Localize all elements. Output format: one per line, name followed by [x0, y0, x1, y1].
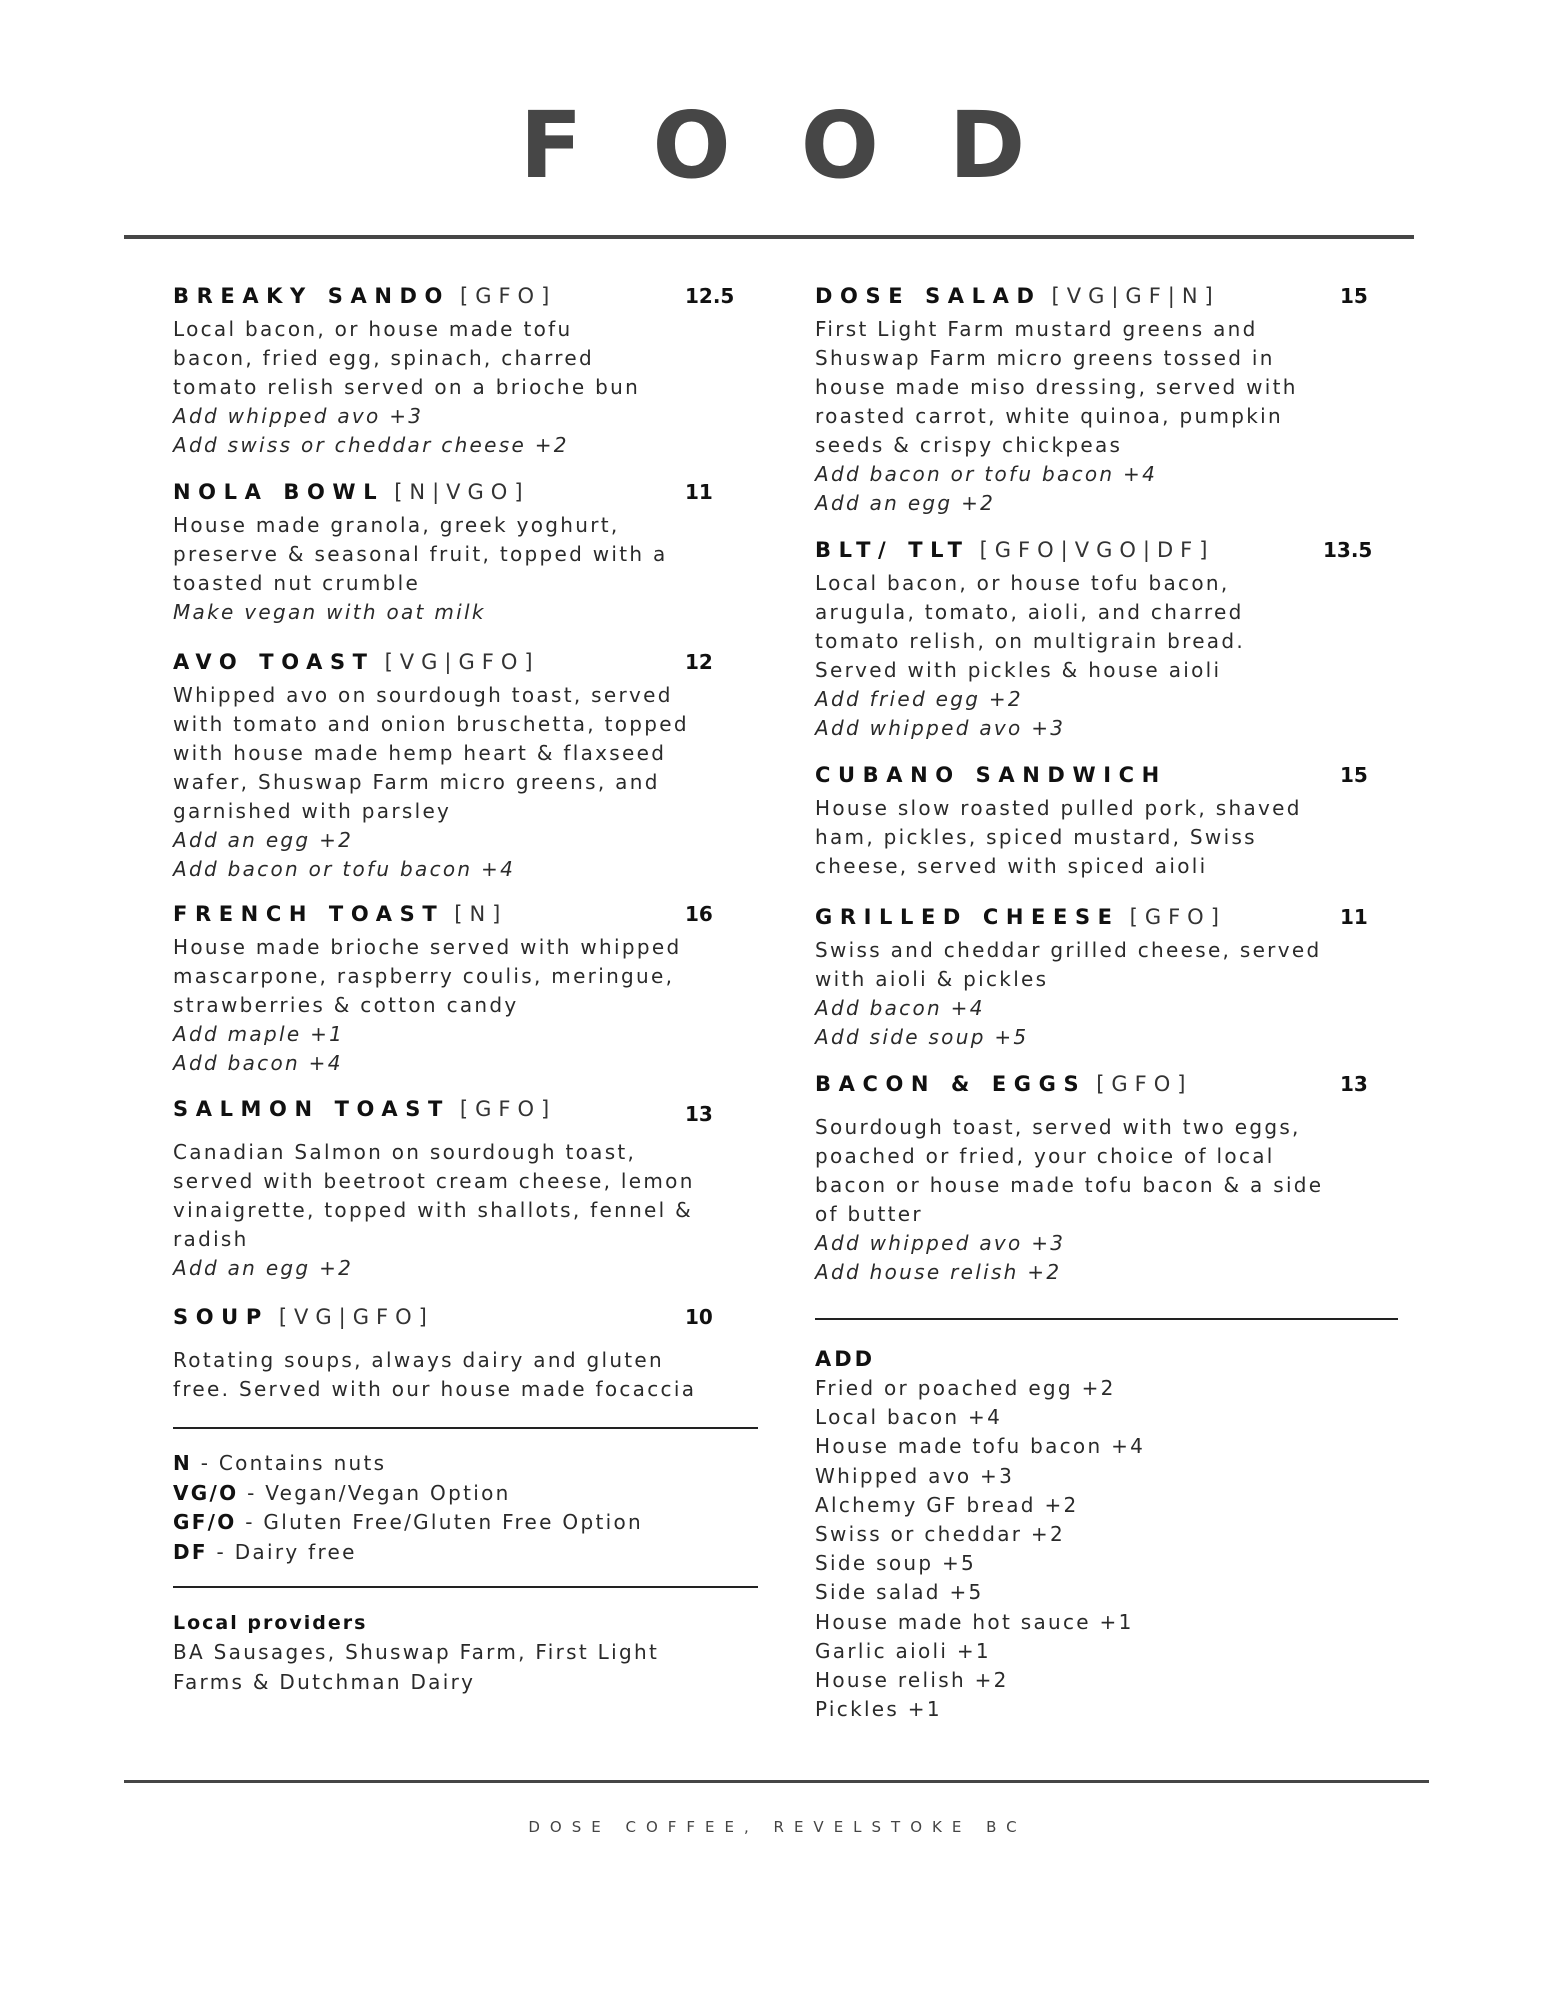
menu-item-tags: [N]: [454, 902, 508, 926]
menu-item-description: seeds & crispy chickpeas: [815, 433, 1123, 457]
menu-item-description: wafer, Shuswap Farm micro greens, and: [173, 770, 660, 794]
menu-item-description: poached or fried, your choice of local: [815, 1144, 1275, 1168]
menu-item: [173, 902, 713, 1078]
menu-item-name: SOUP [VG|GFO]: [173, 1305, 434, 1329]
menu-item-name: CUBANO SANDWICH: [815, 763, 1167, 787]
add-on-item: Local bacon +4: [815, 1405, 1003, 1430]
menu-item-body: [815, 1113, 1323, 1287]
menu-item-addon: Add bacon +4: [815, 996, 985, 1020]
legend-row: GF/O - Gluten Free/Gluten Free Option: [173, 1510, 643, 1534]
menu-item-description: garnished with parsley: [173, 799, 452, 823]
add-divider: [815, 1318, 1398, 1320]
menu-item-tags: [GFO]: [460, 284, 557, 308]
menu-item-addon: Add fried egg +2: [815, 687, 1023, 711]
menu-item-description: House slow roasted pulled pork, shaved: [815, 796, 1302, 820]
menu-item-price: 12.5: [685, 284, 735, 308]
menu-item-description: with tomato and onion bruschetta, topped: [173, 712, 689, 736]
menu-item-header: [173, 480, 713, 510]
menu-item-name: NOLA BOWL [N|VGO]: [173, 480, 530, 504]
menu-item-name: DOSE SALAD [VG|GF|N]: [815, 284, 1220, 308]
menu-item-description: mascarpone, raspberry coulis, meringue,: [173, 964, 675, 988]
menu-item-body: [173, 1346, 696, 1404]
legend-divider-bottom: [173, 1586, 758, 1588]
menu-item-body: [815, 569, 1245, 743]
add-on-item: Side soup +5: [815, 1551, 977, 1576]
menu-item-name: SALMON TOAST [GFO]: [173, 1097, 557, 1121]
menu-item-description: tomato relish served on a brioche bun: [173, 375, 641, 399]
menu-item-header: [173, 1305, 713, 1335]
menu-item-tags: [GFO]: [1129, 905, 1226, 929]
add-on-item: House relish +2: [815, 1668, 1009, 1693]
menu-item-name: GRILLED CHEESE [GFO]: [815, 905, 1226, 929]
menu-item-description: radish: [173, 1227, 249, 1251]
menu-item-description: First Light Farm mustard greens and: [815, 317, 1258, 341]
menu-item: [173, 650, 713, 884]
add-on-item: Alchemy GF bread +2: [815, 1492, 1079, 1517]
menu-item-description: toasted nut crumble: [173, 571, 421, 595]
menu-item-body: [815, 936, 1321, 1052]
menu-item-header: [815, 905, 1368, 935]
menu-item-description: with house made hemp heart & flaxseed: [173, 741, 667, 765]
menu-item-addon: Add whipped avo +3: [173, 404, 424, 428]
add-on-item: House made tofu bacon +4: [815, 1434, 1146, 1459]
header-divider: [124, 235, 1414, 239]
menu-item-price: 13: [1340, 1072, 1368, 1096]
menu-item-description: ham, pickles, spiced mustard, Swiss: [815, 825, 1257, 849]
menu-item-addon: Add bacon +4: [173, 1051, 343, 1075]
footer-text: DOSE COFFEE, REVELSTOKE BC: [528, 1818, 1027, 1836]
menu-item-body: [173, 681, 689, 884]
menu-item-addon: Add maple +1: [173, 1022, 345, 1046]
menu-item-addon: Add an egg +2: [173, 1256, 354, 1280]
menu-item-price: 13.5: [1323, 538, 1373, 562]
menu-item-addon: Add an egg +2: [815, 491, 996, 515]
menu-item-description: preserve & seasonal fruit, topped with a: [173, 542, 668, 566]
menu-item-name: AVO TOAST [VG|GFO]: [173, 650, 540, 674]
menu-item-description: roasted carrot, white quinoa, pumpkin: [815, 404, 1283, 428]
legend-row: VG/O - Vegan/Vegan Option: [173, 1480, 511, 1505]
menu-item-name: BLT/ TLT [GFO|VGO|DF]: [815, 538, 1215, 562]
menu-item: [173, 1097, 713, 1283]
footer-divider: [124, 1780, 1429, 1783]
menu-item-body: [173, 315, 640, 460]
menu-item: [173, 284, 735, 460]
menu-item-header: [815, 763, 1368, 793]
menu-item: [815, 538, 1373, 743]
menu-item: [815, 284, 1368, 518]
menu-item-header: [815, 284, 1368, 314]
menu-item-tags: [GFO|VGO|DF]: [979, 538, 1215, 562]
menu-item-name: BACON & EGGS [GFO]: [815, 1072, 1193, 1096]
menu-item-price: 11: [685, 480, 713, 504]
menu-item-description: served with beetroot cream cheese, lemon: [173, 1169, 695, 1193]
menu-item-tags: [N|VGO]: [394, 480, 530, 504]
dietary-legend: [173, 1449, 643, 1567]
menu-item-body: [173, 511, 668, 627]
menu-item-price: 15: [1340, 284, 1368, 308]
menu-item: [173, 480, 713, 627]
add-ons-title: ADD: [815, 1347, 876, 1371]
add-on-item: Side salad +5: [815, 1580, 984, 1605]
menu-item-description: Sourdough toast, served with two eggs,: [815, 1115, 1301, 1139]
menu-item-body: [173, 1138, 695, 1283]
menu-item-description: free. Served with our house made focaccia: [173, 1377, 697, 1401]
add-on-item: Fried or poached egg +2: [815, 1376, 1116, 1400]
menu-item-description: House made brioche served with whipped: [173, 935, 682, 959]
menu-item-description: Swiss and cheddar grilled cheese, served: [815, 938, 1322, 962]
menu-item-price: 16: [685, 902, 713, 926]
menu-item-header: [173, 1097, 713, 1127]
menu-item-tags: [VG|GFO]: [384, 650, 540, 674]
add-ons-section: [815, 1344, 1145, 1724]
menu-item: [815, 905, 1368, 1052]
menu-item-addon: Add whipped avo +3: [815, 716, 1066, 740]
menu-item-addon: Make vegan with oat milk: [173, 600, 486, 624]
menu-item-name: FRENCH TOAST [N]: [173, 902, 508, 926]
menu-item-description: House made granola, greek yoghurt,: [173, 513, 620, 537]
menu-item-body: [815, 315, 1298, 518]
menu-item: [173, 1305, 713, 1404]
menu-item: [815, 763, 1368, 881]
menu-item-description: Served with pickles & house aioli: [815, 658, 1222, 682]
menu-item-description: arugula, tomato, aioli, and charred: [815, 600, 1244, 624]
menu-item-header: [173, 902, 713, 932]
menu-item-tags: [VG|GF|N]: [1051, 284, 1220, 308]
add-on-item: Whipped avo +3: [815, 1463, 1015, 1488]
add-on-item: Garlic aioli +1: [815, 1638, 991, 1663]
menu-item-price: 12: [685, 650, 713, 674]
menu-item-header: [173, 650, 713, 680]
menu-item-description: Rotating soups, always dairy and gluten: [173, 1348, 665, 1372]
menu-item-description: tomato relish, on multigrain bread.: [815, 629, 1246, 653]
menu-item-tags: [GFO]: [1096, 1072, 1193, 1096]
providers-line: BA Sausages, Shuswap Farm, First Light: [173, 1640, 660, 1664]
legend-row: DF - Dairy free: [173, 1539, 357, 1564]
add-on-item: House made hot sauce +1: [815, 1609, 1134, 1634]
menu-item-description: strawberries & cotton candy: [173, 993, 519, 1017]
legend-row: N - Contains nuts: [173, 1451, 387, 1475]
menu-item-header: [173, 284, 735, 314]
menu-item-body: [173, 933, 681, 1078]
menu-item-addon: Add side soup +5: [815, 1025, 1029, 1049]
menu-item-description: with aioli & pickles: [815, 967, 1049, 991]
menu-item-description: bacon, fried egg, spinach, charred: [173, 346, 594, 370]
menu-item: [815, 1072, 1368, 1287]
menu-item-tags: [GFO]: [459, 1097, 557, 1121]
legend-divider-top: [173, 1427, 758, 1429]
menu-item-description: house made miso dressing, served with: [815, 375, 1298, 399]
menu-item-body: [815, 794, 1302, 881]
menu-item-addon: Add bacon or tofu bacon +4: [815, 462, 1158, 486]
menu-item-description: vinaigrette, topped with shallots, fennel &: [173, 1198, 694, 1222]
add-on-item: Swiss or cheddar +2: [815, 1522, 1066, 1547]
menu-item-description: Local bacon, or house tofu bacon,: [815, 571, 1230, 595]
menu-item-description: Shuswap Farm micro greens tossed in: [815, 346, 1275, 370]
menu-item-header: [815, 538, 1373, 568]
menu-item-addon: Add swiss or cheddar cheese +2: [173, 433, 569, 457]
menu-item-price: 11: [1340, 905, 1368, 929]
menu-item-description: cheese, served with spiced aioli: [815, 854, 1208, 878]
local-providers: [173, 1609, 659, 1697]
menu-item-addon: Add bacon or tofu bacon +4: [173, 857, 516, 881]
add-ons-list: [815, 1374, 1145, 1724]
menu-item-addon: Add house relish +2: [815, 1260, 1062, 1284]
menu-item-price: 13: [685, 1102, 713, 1126]
menu-item-addon: Add an egg +2: [173, 828, 354, 852]
menu-item-price: 10: [685, 1305, 713, 1329]
menu-item-addon: Add whipped avo +3: [815, 1231, 1066, 1255]
menu-item-name: BREAKY SANDO [GFO]: [173, 284, 557, 308]
menu-item-description: Local bacon, or house made tofu: [173, 317, 573, 341]
menu-item-description: Whipped avo on sourdough toast, served: [173, 683, 673, 707]
menu-item-tags: [VG|GFO]: [278, 1305, 434, 1329]
providers-title: Local providers: [173, 1612, 368, 1634]
menu-item-description: bacon or house made tofu bacon & a side: [815, 1173, 1324, 1197]
menu-item-description: of butter: [815, 1202, 923, 1226]
menu-item-header: [815, 1072, 1368, 1102]
menu-item-description: Canadian Salmon on sourdough toast,: [173, 1140, 637, 1164]
providers-line: Farms & Dutchman Dairy: [173, 1669, 476, 1694]
menu-item-price: 15: [1340, 763, 1368, 787]
page-title: FOOD: [519, 92, 1096, 199]
add-on-item: Pickles +1: [815, 1697, 942, 1722]
